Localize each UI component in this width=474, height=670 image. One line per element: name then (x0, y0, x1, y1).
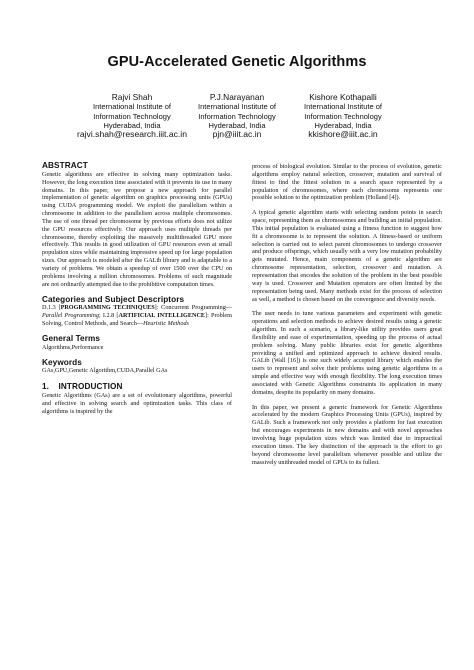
body-paragraph: In this paper, we present a generic framework for Genetic Algorithms accelerated by the modern Graphics Processing Units (GPUs), inspired by GALib. Such a framework not only provides a platform for fast execution but encourages experiments in new domains and with novel approaches involving huge population sizes which was limited due to impractical execution times. The key distinction of the approach is the effort to go beyond chromosome level parallelism whenever possible and utilize the massively unithreaded model of GPUs to its fullest. (252, 403, 442, 466)
right-column (252, 163, 442, 466)
ccs-i28-rest: ]: Problem Solving, Control Methods, and Search— (42, 312, 232, 328)
ccs-d13-label: PROGRAMMING TECHNIQUES (60, 304, 155, 312)
author-institution-line2: Information Technology (198, 111, 276, 121)
author-name: P.J.Narayanan (209, 92, 265, 102)
paper-title: GPU-Accelerated Genetic Algorithms (107, 54, 367, 70)
ccs-d13-italic: Parallel Programming (42, 312, 99, 320)
introduction-text: Genetic Algorithms (GAs) are a set of evolutionary algorithms, powerful and effective in solving search and optimization tasks. This class of algorithms is inspired by the (42, 392, 232, 415)
author-institution-line1: International Institute of (93, 102, 171, 112)
ccs-d13-code: D.1.3 [ (42, 304, 61, 312)
author-email: kkishore@iiit.ac.in (308, 129, 378, 140)
body-paragraph: process of biological evolution. Similar to the process of evolution, genetic algorithms employ natural selection, crossover, mutation and survival of fittest to find the fittest solution in a search space represented by a population of chromosomes, where each chromosome represents one possible solution to the optimization problem (Holland [4]). (252, 163, 442, 202)
abstract-heading: ABSTRACT (42, 161, 88, 170)
ccs-i28-italic: Heuristic Methods (143, 320, 189, 328)
author-city: Hyderabad, India (208, 120, 266, 130)
body-paragraph: The user needs to tune various parameters and experiment with genetic operations and selection methods to achieve desired results using a genetic algorithm. In such a scenario, a library-like utility provides users great flexibility and ease of experimentation, speeding up the process of actual problem solving. Many public libraries exist for genetic algorithms providing a unified and optimized approach to achieve desired results. GALib (Wall [16]) is one such widely accepted library which enables the users to represent and solve their problems using genetic algorithms in a simple and effective way with enough flexibility. The long execution times associated with Genetic Algorithms constraints its application in many domains, despite its popularity on many domains. (252, 310, 442, 396)
author-city: Hyderabad, India (103, 120, 161, 130)
left-column (42, 162, 232, 416)
author-email: pjn@iiit.ac.in (212, 129, 262, 140)
abstract-text: Genetic algorithms are effective in solving many optimization tasks. However, the long execution time associated with it prevents its use in many domains. In this paper, we propose a new approach for parallel implementation of genetic algorithm on graphics processing units (GPUs) using CUDA programming model. We exploit the parallelism within a chromosome in addition to the parallelism across multiple chromosomes. The use of one thread per chromosome by previous efforts does not utilize the GPU resources effectively. Our approach uses multiple threads per chromosome, thereby exploiting the massively multithreaded GPU more effectively. This results in good utilization of GPU resources even at small population sizes while maintaining impressive speed up for large population sizes. Our approach is modeled after the GALib library and is adaptable to a variety of problems. We obtain a speedup of over 1500 over the CPU on problems involving a million chromosomes. Problems of such magnitude are not ordinarily attempted due to the prohibitive computation times. (42, 170, 232, 288)
author-block-3 (268, 93, 418, 139)
ccs-d13-rest: ]: Concurrent Programming— (154, 304, 232, 312)
categories-heading: Categories and Subject Descriptors (42, 294, 185, 304)
general-terms-heading: General Terms (42, 333, 101, 343)
ccs-i28-code: ; I.2.8 [ (98, 312, 119, 320)
author-name: Rajvi Shah (111, 92, 153, 102)
body-paragraph: A typical genetic algorithm starts with selecting random points in search space, representing them as chromosomes and building an initial population. This initial population is evaluated using a fitness function to suggest how fit a chromosome is to represent the solution. A fitness-based or uniform selection is carried out to select parent chromosomes to undergo crossover and produce offsprings, which usually with a very low mutation probability gets mutated. Hence, main components of a genetic algorithm are chromosome representation, selection, crossover and mutation. A representation that encodes the solution of the problem in the best possible way is used. Crossover and Mutation operators are often limited by the representation being used. Many methods exist for the process of selection as well, a method is chosen based on the convergence and diversity needs. (252, 209, 442, 303)
author-name: Kishore Kothapalli (309, 92, 377, 102)
author-city: Hyderabad, India (314, 120, 372, 130)
keywords-text: GAs,GPU,Genetic Algorithm,CUDA,Parallel GAs (42, 367, 168, 375)
author-institution-line1: International Institute of (304, 102, 382, 112)
categories-text (42, 304, 232, 328)
author-institution-line2: Information Technology (93, 111, 171, 121)
author-email: rajvi.shah@research.iiit.ac.in (77, 129, 187, 140)
introduction-heading: 1. INTRODUCTION (42, 382, 123, 392)
author-institution-line1: International Institute of (198, 102, 276, 112)
author-institution-line2: Information Technology (304, 111, 382, 121)
general-terms-text: Algorithms,Performance (42, 343, 104, 351)
ccs-i28-label: ARTIFICIAL INTELLIGENCE (118, 312, 206, 320)
keywords-heading: Keywords (42, 357, 82, 367)
